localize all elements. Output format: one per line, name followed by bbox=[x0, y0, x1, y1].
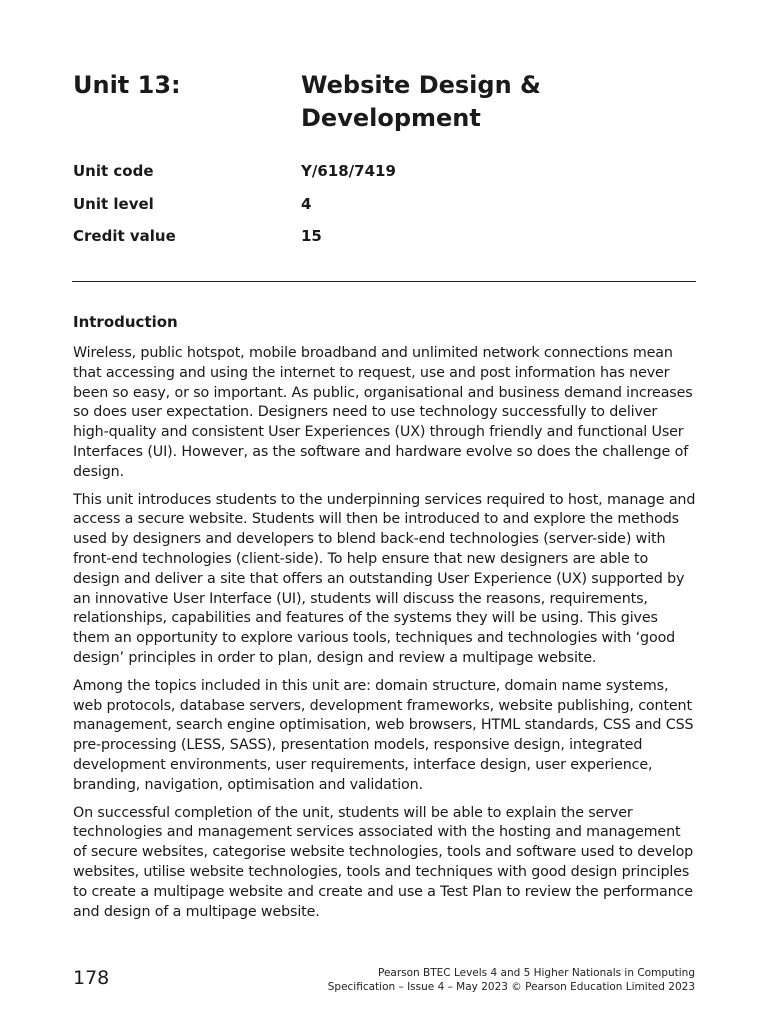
intro-paragraph-3: Among the topics included in this unit are: domain structure, domain name systems, web protocols, database servers, development frameworks, website publishing, content management, search engine optimisation, web browsers, HTML standards, CSS and CSS pre-processing (LESS, SASS), presentation models, responsive design, integrated development environments, user requirements, interface design, user experience, branding, navigation, optimisation and validation. bbox=[73, 677, 694, 793]
section-divider bbox=[72, 281, 696, 282]
unit-title: Website Design & Development bbox=[301, 71, 541, 132]
intro-paragraph-1: Wireless, public hotspot, mobile broadband and unlimited network connections mean that accessing and using the internet to request, use and post information has never been so easy, or so important. As public, organisational and business demand increases so does user expectation. Designers need to use technology successfully to deliver high-quality and consistent User Experiences (UX) through friendly and functional User Interfaces (UI). However, as the software and hardware evolve so does the challenge of design. bbox=[73, 345, 693, 480]
credit-value-label: Credit value bbox=[73, 227, 176, 245]
unit-level-label: Unit level bbox=[73, 195, 154, 213]
intro-paragraph-2: This unit introduces students to the underpinning services required to host, manage and access a secure website. Students will then be introduced to and explore the methods used by designers and developers to blend back-end technologies (server-side) with front-end technologies (client-side). To help ensure that new designers are able to design and deliver a site that offers an outstanding User Experience (UX) supported by an innovative User Interface (UI), students will discuss the reasons, requirements, relationships, capabilities and features of the systems they will be using. This gives them an opportunity to explore various tools, techniques and technologies with ‘good design’ principles in order to plan, design and review a multipage website. bbox=[73, 491, 696, 666]
introduction-heading: Introduction bbox=[73, 313, 178, 331]
page-footer bbox=[328, 966, 695, 994]
unit-code-value: Y/618/7419 bbox=[301, 162, 396, 180]
credit-value-value: 15 bbox=[301, 227, 322, 245]
unit-level-value: 4 bbox=[301, 195, 312, 213]
unit-code-label: Unit code bbox=[73, 162, 154, 180]
footer-line-2: Specification – Issue 4 – May 2023 © Pearson Education Limited 2023 bbox=[327, 981, 695, 993]
intro-paragraph-4: On successful completion of the unit, students will be able to explain the server technologies and management services associated with the hosting and management of secure websites, categorise website technologies, tools and software used to develop websites, utilise website technologies, tools and techniques with good design principles to create a multipage website and create and use a Test Plan to review the performance and design of a multipage website. bbox=[73, 804, 694, 920]
unit-number: Unit 13: bbox=[73, 71, 181, 99]
page-number: 178 bbox=[73, 967, 110, 989]
footer-line-1: Pearson BTEC Levels 4 and 5 Higher Nationals in Computing bbox=[377, 967, 695, 979]
introduction-body bbox=[73, 344, 697, 930]
